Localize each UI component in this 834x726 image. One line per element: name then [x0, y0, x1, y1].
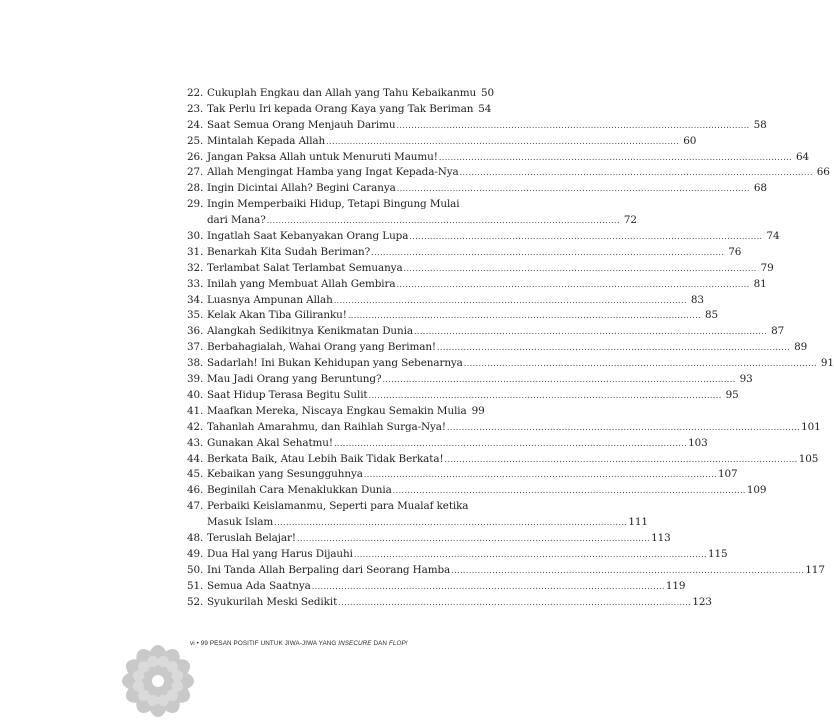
dot-leader: ........................................................................................................................ [396, 184, 750, 194]
toc-entry [187, 181, 767, 197]
toc-entry [187, 547, 728, 563]
toc-entry [187, 420, 821, 436]
toc-entry-number: 43. [187, 436, 204, 449]
toc-entry [187, 531, 671, 547]
dot-leader: ........................................................................................................................ [396, 120, 750, 130]
toc-entry-number: 25. [187, 134, 204, 147]
toc-entry-title: Terlambat Salat Terlambat Semuanya [207, 261, 403, 274]
footer-title-em-insecure: INSECURE [338, 640, 372, 647]
toc-entry-number: 41. [187, 404, 204, 417]
toc-entry-page: 111 [628, 516, 648, 529]
footer-running-title [190, 640, 408, 647]
toc-entry [187, 261, 774, 277]
toc-entry-title: Masuk Islam [207, 516, 274, 529]
dot-leader: ........................................................................................................................ [446, 422, 801, 432]
toc-entry [187, 197, 637, 229]
toc-entry-page: 91 [820, 357, 834, 370]
toc-entry-page: 85 [704, 309, 718, 322]
toc-entry-number: 29. [187, 198, 204, 211]
toc-entry-page: 99 [471, 404, 485, 417]
dot-leader: ........................................................................................................................ [444, 454, 798, 464]
dot-leader: ........................................................................................................................ [463, 359, 817, 369]
toc-entry-number: 26. [187, 150, 204, 163]
toc-entry-title: Allah Mengingat Hamba yang Ingat Kepada-Nya [207, 166, 459, 179]
toc-entry-title: Mau Jadi Orang yang Beruntung? [207, 373, 382, 386]
toc-entry-title: Gunakan Akal Sehatmu! [207, 436, 333, 449]
toc-entry-title: Cukuplah Engkau dan Allah yang Tahu Kebaikanmu [207, 87, 477, 99]
toc-entry-title: Inilah yang Membuat Allah Gembira [207, 277, 396, 290]
toc-entry-number: 44. [187, 452, 204, 465]
toc-entry-title: Mintalah Kepada Allah [207, 134, 326, 147]
toc-entry-page: 119 [665, 579, 686, 592]
dot-leader: ........................................................................................................................ [382, 375, 736, 385]
toc-entry-title: Saat Hidup Terasa Begitu Sulit [207, 388, 368, 401]
toc-entry [187, 404, 484, 420]
toc-entry-number: 33. [187, 277, 204, 290]
toc-entry-title: Alangkah Sedikitnya Kenikmatan Dunia [207, 325, 413, 338]
toc-entry [187, 308, 718, 324]
dot-leader: ........................................................................................................................ [392, 486, 746, 496]
toc-entry-title: Kelak Akan Tiba Giliranku! [207, 309, 347, 322]
dot-leader: ........................................................................................................................ [333, 295, 687, 305]
toc-entry-page: 50 [481, 87, 495, 99]
dot-leader: ........................................................................................................................ [296, 533, 651, 543]
toc-entry-page: 123 [692, 595, 712, 608]
toc-entry-page: 117 [805, 563, 825, 576]
toc-entry-title: Tahanlah Amarahmu, dan Raihlah Surga-Nya! [207, 420, 446, 433]
toc-entry-page: 95 [725, 388, 739, 401]
toc-entry-title: Benarkah Kita Sudah Beriman? [207, 245, 371, 258]
toc-entry-page: 87 [771, 325, 785, 338]
toc-entry-number: 36. [187, 325, 204, 338]
toc-entry [187, 277, 767, 293]
toc-entry-number: 32. [187, 261, 204, 274]
toc-entry-number: 45. [187, 468, 204, 481]
toc-entry-number: 40. [187, 388, 204, 401]
toc-entry [187, 245, 742, 261]
dot-leader: ........................................................................................................................ [371, 247, 725, 257]
toc-entry-page: 64 [795, 150, 809, 163]
toc-entry-page: 105 [798, 452, 819, 465]
dot-leader: ........................................................................................................................ [409, 232, 763, 242]
toc-entry [187, 134, 697, 150]
toc-entry-page: 81 [753, 277, 767, 290]
page-footer [138, 633, 590, 687]
toc-entry-title: dari Mana? [207, 214, 266, 227]
toc-entry-title: Luasnya Ampunan Allah [207, 293, 333, 306]
toc-entry-number: 49. [187, 547, 204, 560]
toc-entry-number: 51. [187, 579, 204, 592]
toc-entry-page: 54 [478, 102, 492, 115]
toc-entry-page: 66 [816, 166, 830, 179]
toc-entry-page: 101 [801, 420, 821, 433]
toc-entry-number: 48. [187, 531, 204, 544]
toc-entry-title: Ingin Dicintai Allah? Begini Caranya [207, 182, 396, 195]
toc-entry [187, 340, 808, 356]
book-page [138, 55, 834, 687]
toc-entry-title: Sadarlah! Ini Bukan Kehidupan yang Sebenarnya [207, 357, 463, 370]
toc-entry-page: 79 [760, 261, 774, 274]
ornament-center [152, 675, 164, 687]
toc-entry-title: Beginilah Cara Menaklukkan Dunia [207, 484, 392, 497]
toc-entry [187, 229, 780, 245]
toc-entry-number: 37. [187, 341, 204, 354]
toc-entry [187, 165, 830, 181]
toc-entry-page: 58 [753, 118, 767, 131]
dot-leader: ........................................................................................................................ [333, 438, 688, 448]
toc-entry-title: Ingatlah Saat Kebanyakan Orang Lupa [207, 230, 409, 243]
toc-entry [187, 452, 819, 468]
toc-entry-title: Maafkan Mereka, Niscaya Engkau Semakin Mulia [207, 404, 467, 417]
toc-entry-number: 47. [187, 500, 204, 513]
toc-entry-title: Ingin Memperbaiki Hidup, Tetapi Bingung Mulai [207, 198, 460, 211]
dot-leader: ........................................................................................................................ [436, 343, 791, 353]
toc-entry-page: 72 [623, 214, 637, 227]
toc-entry-number: 24. [187, 118, 204, 131]
toc-entry-page: 113 [651, 531, 671, 544]
toc-entry [187, 483, 767, 499]
dot-leader: ........................................................................................................................ [326, 136, 680, 146]
footer-page-number: vi [190, 640, 195, 647]
toc-entry [187, 388, 739, 404]
toc-entry-title: Jangan Paksa Allah untuk Menuruti Maumu! [207, 150, 438, 163]
dot-leader: ........................................................................................................................ [363, 470, 717, 480]
toc-entry-page: 60 [683, 134, 697, 147]
toc-entry-number: 38. [187, 357, 204, 370]
toc-entry-page: 93 [739, 373, 753, 386]
toc-entry-number: 31. [187, 245, 204, 258]
toc-entry-page: 103 [688, 436, 708, 449]
toc-entry [187, 467, 738, 483]
toc-entry-title: Berbahagialah, Wahai Orang yang Beriman! [207, 341, 436, 354]
dot-leader: ........................................................................................................................ [459, 168, 813, 178]
toc-entry [187, 563, 825, 579]
toc-entry-number: 23. [187, 102, 204, 115]
toc-entry-number: 35. [187, 309, 204, 322]
toc-entry-title: Tak Perlu Iri kepada Orang Kaya yang Tak Beriman [207, 102, 474, 115]
toc-entry-number: 27. [187, 166, 204, 179]
toc-entry-page: 107 [717, 468, 738, 481]
dot-leader: ........................................................................................................................ [353, 549, 707, 559]
toc-entry [187, 372, 753, 388]
dot-leader: ........................................................................................................................ [311, 581, 665, 591]
toc-entry-title: Dua Hal yang Harus Dijauhi [207, 547, 353, 560]
table-of-contents [187, 86, 834, 610]
dot-leader: ........................................................................................................................ [347, 311, 701, 321]
toc-entry [187, 324, 785, 340]
toc-entry [187, 102, 492, 118]
footer-title-prefix: 99 PESAN POSITIF UNTUK JIWA-JIWA YANG [200, 640, 337, 647]
dot-leader: ........................................................................................................................ [368, 390, 722, 400]
toc-entry-title: Berkata Baik, Atau Lebih Baik Tidak Berkata! [207, 452, 444, 465]
toc-entry-number: 42. [187, 420, 204, 433]
toc-entry-page: 109 [746, 484, 767, 497]
footer-title-mid: DAN [373, 640, 388, 647]
dot-leader: ........................................................................................................................ [274, 518, 628, 528]
toc-entry-title: Perbaiki Keislamanmu, Seperti para Mualaf ketika [207, 500, 469, 513]
dot-leader: ........................................................................................................................ [413, 327, 768, 337]
toc-entry-number: 30. [187, 230, 204, 243]
toc-entry-page: 68 [753, 182, 767, 195]
dot-leader: ........................................................................................................................ [396, 279, 750, 289]
footer-separator: • [196, 640, 199, 647]
toc-entry-title: Kebaikan yang Sesungguhnya [207, 468, 363, 481]
toc-entry-number: 39. [187, 373, 204, 386]
toc-entry-number: 34. [187, 293, 204, 306]
flower-ornament-icon [138, 633, 194, 687]
toc-entry [187, 499, 648, 531]
toc-entry-title: Ini Tanda Allah Berpaling dari Seorang Hamba [207, 563, 451, 576]
toc-entry [187, 150, 809, 166]
dot-leader: ........................................................................................................................ [338, 597, 692, 607]
toc-entry-title: Teruslah Belajar! [207, 531, 296, 544]
dot-leader: ........................................................................................................................ [403, 263, 757, 273]
toc-entry [187, 595, 712, 611]
toc-entry-page: 115 [708, 547, 728, 560]
toc-entry-number: 22. [187, 87, 204, 99]
toc-entry-title: Syukurilah Meski Sedikit [207, 595, 338, 608]
dot-leader: ........................................................................................................................ [438, 152, 792, 162]
toc-entry [187, 579, 686, 595]
dot-leader: ........................................................................................................................ [451, 565, 805, 575]
toc-entry-page: 76 [728, 245, 742, 258]
toc-entry-page: 83 [690, 293, 704, 306]
toc-entry [187, 436, 708, 452]
toc-entry-page: 74 [766, 230, 780, 243]
toc-entry [187, 86, 495, 102]
toc-entry-title: Saat Semua Orang Menjauh Darimu [207, 118, 396, 131]
toc-entry-page: 89 [794, 341, 808, 354]
dot-leader: ........................................................................................................................ [266, 216, 620, 226]
toc-entry-number: 52. [187, 595, 204, 608]
toc-entry-number: 28. [187, 182, 204, 195]
toc-entry [187, 356, 834, 372]
footer-title-em-flop: FLOP! [388, 640, 408, 647]
toc-entry-number: 50. [187, 563, 204, 576]
toc-entry [187, 293, 704, 309]
toc-entry-number: 46. [187, 484, 204, 497]
toc-entry-title: Semua Ada Saatnya [207, 579, 311, 592]
toc-entry [187, 118, 767, 134]
